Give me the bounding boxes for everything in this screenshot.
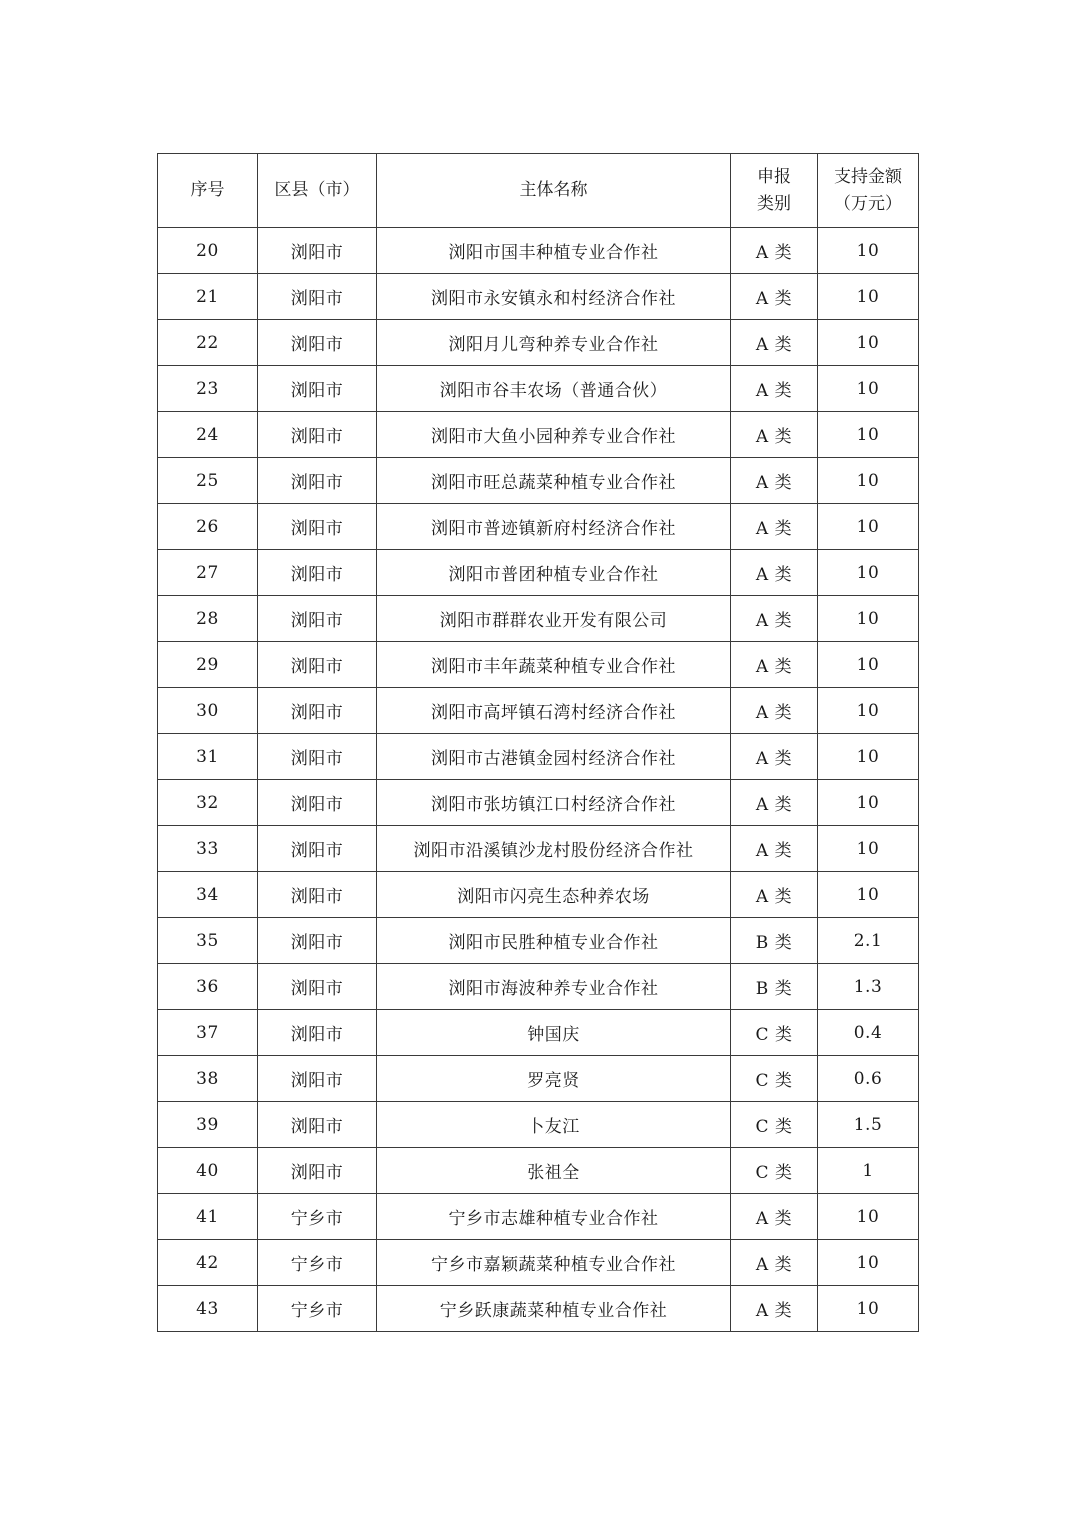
cell-amount: 10 <box>818 596 919 642</box>
cell-no: 41 <box>158 1194 258 1240</box>
header-type-line2: 类别 <box>757 193 791 214</box>
cell-type: C 类 <box>731 1102 818 1148</box>
table-row <box>158 918 919 964</box>
table-body <box>158 228 919 1332</box>
header-amount-line2: （万元） <box>834 193 902 214</box>
cell-type: A 类 <box>731 1240 818 1286</box>
cell-amount: 2.1 <box>818 918 919 964</box>
cell-name: 浏阳市民胜种植专业合作社 <box>377 918 731 964</box>
cell-name: 浏阳市国丰种植专业合作社 <box>377 228 731 274</box>
cell-no: 43 <box>158 1286 258 1332</box>
cell-name: 浏阳市普团种植专业合作社 <box>377 550 731 596</box>
cell-type: A 类 <box>731 504 818 550</box>
cell-no: 28 <box>158 596 258 642</box>
cell-type: A 类 <box>731 228 818 274</box>
cell-name: 宁乡市嘉颖蔬菜种植专业合作社 <box>377 1240 731 1286</box>
table-row <box>158 734 919 780</box>
cell-county: 浏阳市 <box>258 550 377 596</box>
cell-amount: 10 <box>818 1286 919 1332</box>
cell-county: 浏阳市 <box>258 320 377 366</box>
cell-type: A 类 <box>731 458 818 504</box>
cell-type: A 类 <box>731 274 818 320</box>
cell-amount: 10 <box>818 734 919 780</box>
table-row <box>158 780 919 826</box>
cell-amount: 0.6 <box>818 1056 919 1102</box>
header-type <box>731 154 818 228</box>
cell-name: 浏阳市张坊镇江口村经济合作社 <box>377 780 731 826</box>
cell-name: 浏阳市普迹镇新府村经济合作社 <box>377 504 731 550</box>
header-amount-text <box>828 164 908 218</box>
cell-no: 34 <box>158 872 258 918</box>
cell-name: 浏阳市高坪镇石湾村经济合作社 <box>377 688 731 734</box>
cell-name: 浏阳市谷丰农场（普通合伙） <box>377 366 731 412</box>
cell-amount: 10 <box>818 780 919 826</box>
header-no: 序号 <box>158 154 258 228</box>
cell-amount: 10 <box>818 550 919 596</box>
table-row <box>158 1194 919 1240</box>
cell-name: 张祖全 <box>377 1148 731 1194</box>
header-type-line1: 申报 <box>757 166 791 187</box>
cell-amount: 1.3 <box>818 964 919 1010</box>
cell-no: 27 <box>158 550 258 596</box>
cell-county: 浏阳市 <box>258 688 377 734</box>
cell-type: A 类 <box>731 826 818 872</box>
cell-amount: 10 <box>818 504 919 550</box>
table-row <box>158 1286 919 1332</box>
cell-county: 浏阳市 <box>258 366 377 412</box>
table-row <box>158 826 919 872</box>
cell-type: C 类 <box>731 1148 818 1194</box>
table-row <box>158 320 919 366</box>
table-row <box>158 550 919 596</box>
document-page <box>157 153 918 1332</box>
cell-type: B 类 <box>731 964 818 1010</box>
cell-name: 浏阳市丰年蔬菜种植专业合作社 <box>377 642 731 688</box>
cell-name: 卜友江 <box>377 1102 731 1148</box>
table-row <box>158 1010 919 1056</box>
cell-county: 宁乡市 <box>258 1240 377 1286</box>
cell-no: 23 <box>158 366 258 412</box>
cell-county: 浏阳市 <box>258 1102 377 1148</box>
cell-no: 39 <box>158 1102 258 1148</box>
cell-name: 浏阳市永安镇永和村经济合作社 <box>377 274 731 320</box>
cell-no: 25 <box>158 458 258 504</box>
cell-county: 宁乡市 <box>258 1194 377 1240</box>
cell-name: 宁乡跃康蔬菜种植专业合作社 <box>377 1286 731 1332</box>
cell-no: 36 <box>158 964 258 1010</box>
table-row <box>158 1148 919 1194</box>
cell-no: 33 <box>158 826 258 872</box>
header-amount-line1: 支持金额 <box>834 166 902 187</box>
cell-type: C 类 <box>731 1056 818 1102</box>
cell-amount: 1 <box>818 1148 919 1194</box>
cell-name: 浏阳市闪亮生态种养农场 <box>377 872 731 918</box>
cell-name: 宁乡市志雄种植专业合作社 <box>377 1194 731 1240</box>
cell-no: 21 <box>158 274 258 320</box>
cell-no: 22 <box>158 320 258 366</box>
cell-no: 42 <box>158 1240 258 1286</box>
header-row <box>158 154 919 228</box>
cell-county: 浏阳市 <box>258 872 377 918</box>
table-row <box>158 872 919 918</box>
cell-no: 20 <box>158 228 258 274</box>
cell-no: 40 <box>158 1148 258 1194</box>
cell-amount: 0.4 <box>818 1010 919 1056</box>
cell-county: 浏阳市 <box>258 642 377 688</box>
cell-county: 浏阳市 <box>258 274 377 320</box>
funding-table <box>157 153 919 1332</box>
cell-county: 浏阳市 <box>258 458 377 504</box>
cell-type: A 类 <box>731 872 818 918</box>
table-row <box>158 1056 919 1102</box>
table-row <box>158 596 919 642</box>
cell-no: 38 <box>158 1056 258 1102</box>
cell-amount: 10 <box>818 872 919 918</box>
cell-county: 浏阳市 <box>258 1010 377 1056</box>
cell-name: 浏阳市沿溪镇沙龙村股份经济合作社 <box>377 826 731 872</box>
cell-amount: 10 <box>818 366 919 412</box>
cell-county: 浏阳市 <box>258 504 377 550</box>
cell-county: 浏阳市 <box>258 734 377 780</box>
cell-county: 宁乡市 <box>258 1286 377 1332</box>
cell-amount: 10 <box>818 1194 919 1240</box>
table-row <box>158 1102 919 1148</box>
cell-county: 浏阳市 <box>258 1056 377 1102</box>
cell-name: 浏阳市群群农业开发有限公司 <box>377 596 731 642</box>
cell-county: 浏阳市 <box>258 826 377 872</box>
table-row <box>158 504 919 550</box>
cell-amount: 10 <box>818 228 919 274</box>
cell-name: 浏阳月儿弯种养专业合作社 <box>377 320 731 366</box>
cell-name: 浏阳市古港镇金园村经济合作社 <box>377 734 731 780</box>
table-row <box>158 458 919 504</box>
cell-county: 浏阳市 <box>258 964 377 1010</box>
cell-type: A 类 <box>731 596 818 642</box>
table-row <box>158 1240 919 1286</box>
cell-name: 浏阳市海波种养专业合作社 <box>377 964 731 1010</box>
cell-type: A 类 <box>731 780 818 826</box>
cell-amount: 10 <box>818 458 919 504</box>
cell-type: A 类 <box>731 550 818 596</box>
cell-type: A 类 <box>731 1286 818 1332</box>
table-row <box>158 642 919 688</box>
cell-county: 浏阳市 <box>258 780 377 826</box>
cell-no: 30 <box>158 688 258 734</box>
cell-type: C 类 <box>731 1010 818 1056</box>
cell-no: 32 <box>158 780 258 826</box>
cell-amount: 1.5 <box>818 1102 919 1148</box>
cell-no: 26 <box>158 504 258 550</box>
table-row <box>158 274 919 320</box>
cell-county: 浏阳市 <box>258 412 377 458</box>
cell-type: A 类 <box>731 688 818 734</box>
cell-amount: 10 <box>818 688 919 734</box>
cell-county: 浏阳市 <box>258 228 377 274</box>
table-row <box>158 688 919 734</box>
cell-type: A 类 <box>731 366 818 412</box>
cell-name: 钟国庆 <box>377 1010 731 1056</box>
header-county: 区县（市） <box>258 154 377 228</box>
cell-amount: 10 <box>818 1240 919 1286</box>
table-row <box>158 412 919 458</box>
cell-no: 29 <box>158 642 258 688</box>
cell-type: A 类 <box>731 734 818 780</box>
cell-type: A 类 <box>731 412 818 458</box>
cell-type: A 类 <box>731 642 818 688</box>
cell-county: 浏阳市 <box>258 918 377 964</box>
cell-type: B 类 <box>731 918 818 964</box>
cell-county: 浏阳市 <box>258 1148 377 1194</box>
table-row <box>158 228 919 274</box>
cell-amount: 10 <box>818 274 919 320</box>
table-row <box>158 366 919 412</box>
header-type-text <box>734 164 814 218</box>
cell-no: 37 <box>158 1010 258 1056</box>
header-amount <box>818 154 919 228</box>
cell-name: 浏阳市大鱼小园种养专业合作社 <box>377 412 731 458</box>
cell-name: 罗亮贤 <box>377 1056 731 1102</box>
cell-amount: 10 <box>818 826 919 872</box>
cell-county: 浏阳市 <box>258 596 377 642</box>
header-name: 主体名称 <box>377 154 731 228</box>
cell-no: 35 <box>158 918 258 964</box>
cell-amount: 10 <box>818 320 919 366</box>
cell-no: 24 <box>158 412 258 458</box>
cell-type: A 类 <box>731 1194 818 1240</box>
table-header <box>158 154 919 228</box>
cell-name: 浏阳市旺总蔬菜种植专业合作社 <box>377 458 731 504</box>
cell-type: A 类 <box>731 320 818 366</box>
cell-amount: 10 <box>818 642 919 688</box>
cell-no: 31 <box>158 734 258 780</box>
table-row <box>158 964 919 1010</box>
cell-amount: 10 <box>818 412 919 458</box>
